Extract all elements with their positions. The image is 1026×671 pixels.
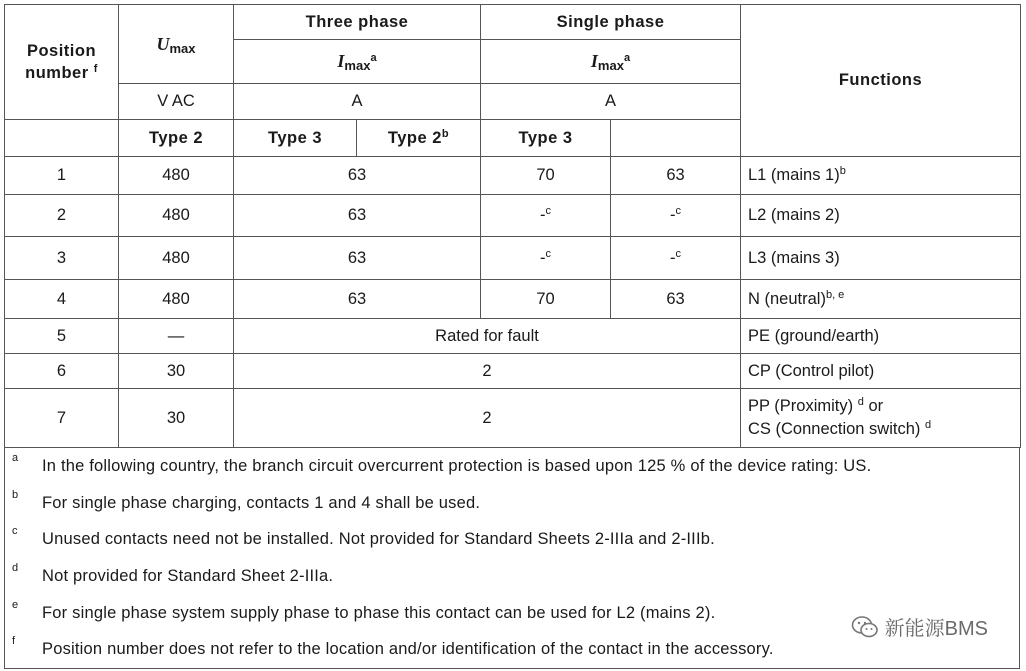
header-single-type3: Type 3 [481,120,611,157]
umax-cell: 480 [119,195,234,237]
function-cell: L3 (mains 3) [741,237,1021,280]
position-cell: 3 [5,237,119,280]
umax-cell: 480 [119,280,234,319]
umax-blank [5,120,119,157]
header-umax: $U_{max}$ [119,5,234,84]
header-functions: Functions [741,5,1021,157]
function-cell: N (neutral)$^{b, e}$ [741,280,1021,319]
function-cell: L1 (mains 1)$^b$ [741,157,1021,195]
unit-volts: V AC [119,84,234,120]
unit-amps-single: A [481,84,741,120]
table-row [5,195,1021,237]
single-type2-cell: 70 [481,280,611,319]
table-row [5,237,1021,280]
three-phase-cell: 63 [234,237,481,280]
watermark [847,612,992,641]
position-cell: 2 [5,195,119,237]
single-type2-cell: 70 [481,157,611,195]
umax-cell: — [119,319,234,354]
function-cell: PE (ground/earth) [741,319,1021,354]
unit-amps-three: A [234,84,481,120]
header-three-type3: Type 3 [234,120,357,157]
header-imax-single: $I_{max}^a$ [481,40,741,84]
header-position-number: Position number $^f$ [5,5,119,120]
function-cell: CP (Control pilot) [741,354,1021,389]
position-cell: 4 [5,280,119,319]
three-phase-cell: 63 [234,195,481,237]
table-row [5,389,1021,448]
table-row [5,280,1021,319]
wechat-icon [851,615,879,639]
header-three-type2: Type 2 [119,120,234,157]
header-single-phase: Single phase [481,5,741,40]
three-phase-cell: 63 [234,157,481,195]
three-phase-cell: 63 [234,280,481,319]
watermark-text: 新能源BMS [884,618,988,640]
contact-spec-table [4,4,1021,448]
footnote: d Not provided for Standard Sheet 2-IIIa. [12,562,334,585]
footnote: f Position number does not refer to the location and/or identification of the contact in the accessory. [12,635,774,659]
header-imax-three: $I_{max}^a$ [234,40,481,84]
rating-cell: 2 [234,389,741,448]
table-row [5,354,1021,389]
table-row [5,157,1021,195]
table-row [5,319,1021,354]
footnote: b For single phase charging, contacts 1 and 4 shall be used. [12,488,481,512]
position-cell: 7 [5,389,119,448]
single-type2-cell: -$^c$ [481,237,611,280]
footnote: a In the following country, the branch circuit overcurrent protection is based upon 125 % of the device rating: US. [12,452,872,475]
umax-cell: 480 [119,237,234,280]
single-type3-cell: -$^c$ [611,195,741,237]
rating-cell: Rated for fault [234,319,741,354]
single-type3-cell: 63 [611,280,741,319]
function-cell: PP (Proximity) $^d$ or CS (Connection switch) $^d$ [741,389,1021,448]
umax-cell: 30 [119,389,234,448]
single-type2-cell: -$^c$ [481,195,611,237]
single-type3-cell: -$^c$ [611,237,741,280]
footnote: c Unused contacts need not be installed. Not provided for Standard Sheets 2-IIIa and 2-IIIb. [12,525,715,549]
position-cell: 6 [5,354,119,389]
rating-cell: 2 [234,354,741,389]
function-cell: L2 (mains 2) [741,195,1021,237]
umax-cell: 30 [119,354,234,389]
header-three-phase: Three phase [234,5,481,40]
umax-cell: 480 [119,157,234,195]
position-cell: 5 [5,319,119,354]
footnote: e For single phase system supply phase to phase this contact can be used for L2 (mains 2). [12,598,716,622]
contact-table-container [4,4,1020,669]
position-cell: 1 [5,157,119,195]
single-type3-cell: 63 [611,157,741,195]
header-single-type2: Type 2$^b$ [357,120,481,157]
